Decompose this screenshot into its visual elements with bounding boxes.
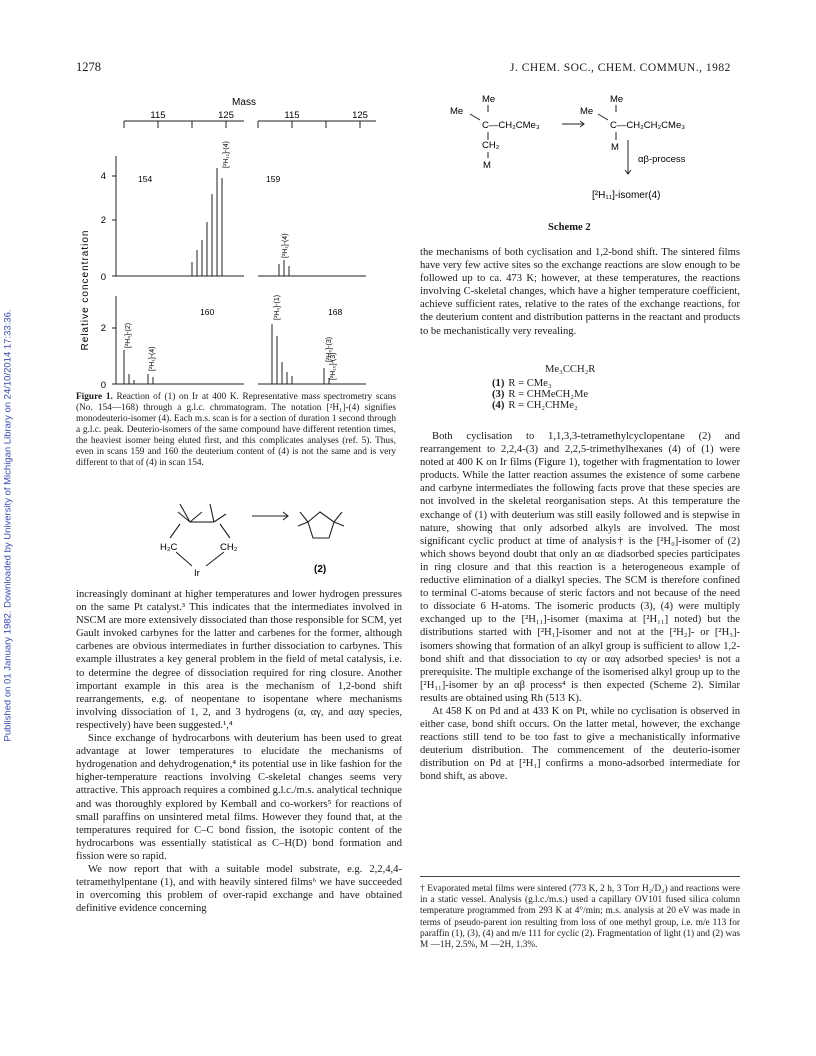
scheme-text: [²H₁₁]-isomer(4) [592,190,661,201]
formula-main: Me₃CCH₂R [545,364,596,375]
scheme-text: Me [580,106,594,117]
scheme-text: αβ-process [638,154,686,165]
scheme-text: CH₂ [482,140,500,151]
y-tick-label: 0 [100,380,106,390]
paragraph: Since exchange of hydrocarbons with deuterium has been used to great advantage at lower temperatures to elucidate the mechanisms of hydrogenation and dehydrogenation,⁴ its potential use in like fashion for the higher-temperature reactions involving C-skeletal changes seems very attractive. This approach requires a combined g.l.c./m.s. analytical technique and was thoroughly explored by Kemball and co-workers⁵ for reactions of small paraffins on unsintered metal films. However they found that, at the temperatures required for C–C bond fission, the isotopic content of the hydrocarbons was essentially statistical as C–H(D) bond formation and fission were so rapid. [76,733,402,862]
paragraph: At 458 K on Pd and at 433 K on Pt, while no cyclisation is observed in either case, bond shift occurs. On the latter metal, however, the exchange reactions still tend to be too fast to give a mechanistically informative deuterium distribution. The commencement of the deuterio-isomer distribution on Pd at [²H₁] confirms a mono-adsorbed intermediate for bond shift, as above. [420,705,740,783]
paragraph: Both cyclisation to 1,1,3,3-tetramethylcyclopentane (2) and rearrangement to 2,2,4-(3) and 2,2,5-trimethylhexanes (4) of (1) were noted at 400 K on Ir films (Figure 1), together with fragmentation to lower products. While the latter reaction assumes the existence of some carbene and carbyne intermediates the following facts prove that these species are not involved in the skeletal reorganisation steps. At this temperature the exchange of (1) with deuterium was still easily followed and is stepwise in nature, showing that only adsorbed alkyls are involved. The most significant cyclic product at time of analysis† is the [²H₀]-isomer of (2) which shows beyond doubt that only an αε diadsorbed species participates in ring closure and that this reaction is a heterogeneous example of reductive elimination of a dialkyl species. The SCM is therefore confined to terminal C-atoms because of steric factors and not because of the need to dissociate 6 H-atoms. The isomeric products (3), (4) were multiply exchanged up to the [²H₁₁]-isomer (maxima at [²H₁₁] noted) but the distributions started with [²H₁]-isomer and not at the [²H₂]- or [²H₃]-isomers showing that formation of an alkyl group is sufficient to allow 1,2-bond shift and that dissociation to αγ or ααγ adsorbed species¹ is not a prerequisite. The multiple exchange of the isomerised alkyl group up to the [²H₁₁]-isomer by an αβ process⁴ is then expected (Scheme 2). Similar results are obtained using Rh (513 K). [420,431,740,704]
caption-text: Reaction of (1) on Ir at 400 K. Representative mass spectrometry scans (No. 154—168) through a g.l.c. chromatogram. The notation [²H₁]-(4) signifies monodeuterio-isomer (4). Each m.s. scan is for a section of duration 1 second through a g.l.c. peak. Deuterio-isomers of the same compound have different retention times, the heaviest isomer being eluted first, and this complicates analyses (ref. 5). Thus, even in scans 159 and 160 the deuterium content of (4) is not the same and is very different to that of (4) in scan 154. [76,392,396,468]
y-tick-label: 2 [100,323,106,334]
formula-num: (3) [492,389,505,400]
peak-label: [²H₁]-(4) [282,233,289,258]
x-tick-label: 125 [352,110,368,121]
footnote: † Evaporated metal films were sintered (773 K, 2 h, 3 Torr H₂/D₂) and reactions were in a static vessel. Analysis (g.l.c./m.s.) used a capillary OV101 fused silica column temperature programmed from 293 K at 4°/min; m.s. analysis at 20 eV was made in terms of pseudo-parent ion resulting from loss of one methyl group, i.e. m/e 113 for paraffin (1), (3), (4) and m/e 111 for cyclic (2). Fragmentation of light (1) and (2) was M —1H, 2.5%, M —2H, 1.3%. [420,884,740,951]
scan-label: 154 [138,174,153,184]
y-axis-label: Relative concentration [80,229,91,351]
cyclisation-structure [140,492,360,582]
scan-label: 160 [200,307,215,317]
left-column-text [76,588,402,915]
compound-number: (2) [314,564,327,575]
right-column-text-a [420,246,740,338]
x-tick-label: 125 [218,110,234,121]
peak-label: [²H₁₁]-(4) [223,141,230,168]
caption-label: Figure 1. [76,392,113,402]
scheme-caption: Scheme 2 [548,222,591,233]
x-tick-label: 115 [284,110,300,121]
footnote-rule [420,876,740,877]
y-tick-label: 2 [100,215,106,226]
scheme-text: Me [450,106,464,117]
download-note: Published on 01 January 1982. Downloaded by University of Michigan Library on 24/10/2014 17:33:36. [2,309,14,742]
paragraph: the mechanisms of both cyclisation and 1,2-bond shift. The sintered films have very few active sites so the exchange reactions are slow enough to be followed up to ca. 473 K; however, at these temperatures, the reactions involving C-skeletal changes, which have a higher temperature coefficient, achieve sufficient rates, relative to the rates of the exchange reactions, for the deuterium content and distribution patterns in the reactant and products to be mechanistically very revealing. [420,247,740,337]
x-tick-label: 115 [150,110,166,121]
formula-text: R = CH₂CHMe₂ [508,400,578,411]
scheme-text: C—CH₂CMe₃ [482,120,540,131]
formula-text: R = CMe₃ [508,378,552,389]
scheme-text: M [611,142,619,153]
scan-label: 168 [328,307,343,317]
struct-label: Ir [194,568,200,579]
figure-1-spectra [76,90,406,390]
formula-table [490,378,590,411]
journal-header: J. CHEM. SOC., CHEM. COMMUN., 1982 [510,62,731,74]
mass-label: Mass [232,97,256,108]
y-tick-label: 0 [100,272,106,283]
struct-label: CH₂ [220,542,238,553]
formula-text: R = CHMeCH₂Me [508,389,589,400]
paragraph: We now report that with a suitable model substrate, e.g. 2,2,4,4-tetramethylpentane (1), and with heavily sintered films⁶ we have succeeded in overcoming this problem of over-rapid exchange and have obtained definitive evidence concerning [76,863,402,915]
peak-label: [²H₀]-(3) [326,336,333,362]
scheme-text: Me [610,94,624,105]
y-tick-label: 4 [100,171,106,182]
scheme-text: C—CH₂CH₂CMe₃ [610,120,686,131]
peak-label: [²H₁]-(4) [149,346,156,371]
peak-label: [²H₁₀]-(3) [330,352,337,380]
paragraph: increasingly dominant at higher temperatures and lower hydrogen pressures on the same Pt catalyst.³ This indicates that the intermediates involved in NSCM are more extensively dissociated than those responsible for SCM, yet Gault invoked carbynes for the latter and carbenes for the former, although carbenes are obvious intermediates in further dissociation to carbynes. This example illustrates a key general problem in the field of metal catalysis, i.e. to determine the degree of dissociation required for ring closure. Another important example in this area is the mechanism of 1,2-bond shift rearrangements, e.g. of neopentane to isopentane where mechanisms involving dissociation of 1, 2, and 3 hydrogens (α, αγ, and ααγ species, respectively) have been suggested.¹,⁴ [76,589,402,731]
struct-label: H₂C [160,542,178,553]
scheme-text: M [483,160,491,171]
peak-label: [²H₀]-(2) [125,322,132,348]
right-column-text-b [420,430,740,784]
download-watermark [0,0,16,1056]
figure-1-caption [76,392,396,469]
formula-num: (1) [492,378,505,389]
formula-num: (4) [492,400,505,411]
scheme-2 [450,90,750,210]
scheme-text: Me [482,94,496,105]
peak-label: [²H₀]-(1) [274,294,281,320]
scan-label: 159 [266,174,281,184]
page-number: 1278 [76,60,101,74]
